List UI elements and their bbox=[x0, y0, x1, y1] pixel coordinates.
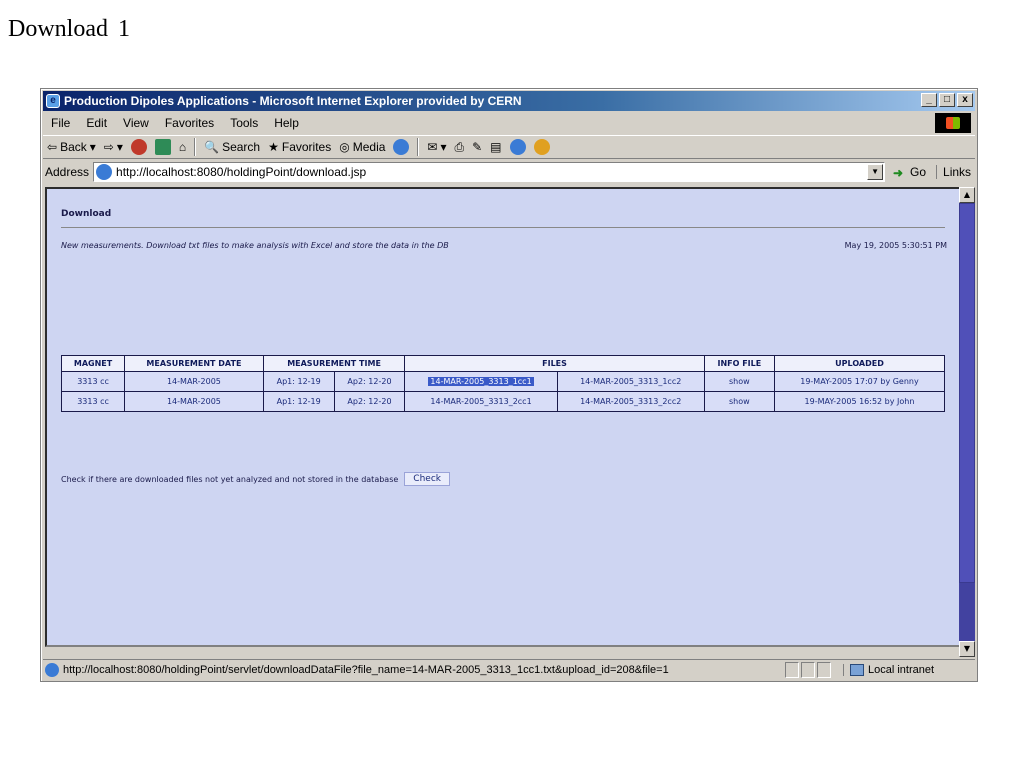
chevron-down-icon: ▾ bbox=[116, 140, 123, 154]
intranet-icon bbox=[850, 664, 864, 676]
history-button[interactable] bbox=[389, 137, 413, 157]
measurements-table bbox=[61, 355, 945, 412]
cell-file2 bbox=[557, 372, 704, 392]
chevron-down-icon: ▾ bbox=[440, 140, 447, 154]
messenger-button[interactable] bbox=[506, 137, 530, 157]
zone-label: Local intranet bbox=[868, 663, 935, 676]
intro-text: New measurements. Download txt files to make analysis with Excel and store the data in the DB bbox=[61, 241, 449, 250]
media-label: Media bbox=[352, 140, 386, 154]
header-info-file: INFO FILE bbox=[704, 356, 774, 372]
table-row bbox=[62, 372, 945, 392]
status-bar bbox=[43, 659, 975, 679]
scroll-down-icon[interactable]: ▼ bbox=[959, 641, 975, 657]
file-link[interactable]: 14-MAR-2005_3313_2cc1 bbox=[430, 397, 532, 406]
page-title: Download bbox=[61, 209, 112, 219]
menu-bar bbox=[43, 113, 975, 133]
page-content bbox=[45, 187, 963, 647]
header-uploaded: UPLOADED bbox=[774, 356, 944, 372]
search-label: Search bbox=[222, 140, 261, 154]
address-dropdown[interactable] bbox=[867, 164, 883, 180]
address-url: http://localhost:8080/holdingPoint/download.jsp bbox=[116, 165, 367, 179]
menu-edit[interactable]: Edit bbox=[86, 116, 108, 130]
forward-button[interactable] bbox=[100, 137, 127, 157]
cell-magnet: 3313 cc bbox=[62, 372, 125, 392]
mail-button[interactable] bbox=[423, 137, 450, 157]
menu-favorites[interactable]: Favorites bbox=[164, 116, 215, 130]
windows-logo-icon bbox=[935, 113, 971, 133]
refresh-icon bbox=[155, 139, 171, 155]
cell-ap1: Ap1: 12-19 bbox=[263, 392, 334, 412]
check-button[interactable]: Check bbox=[404, 472, 450, 486]
security-zone bbox=[843, 664, 934, 676]
cell-date: 14-MAR-2005 bbox=[125, 372, 264, 392]
address-label: Address bbox=[45, 165, 90, 179]
search-button[interactable] bbox=[200, 137, 264, 157]
address-input[interactable] bbox=[93, 162, 885, 182]
favorites-icon: ★ bbox=[268, 140, 279, 154]
header-measurement-time: MEASUREMENT TIME bbox=[263, 356, 405, 372]
cell-info bbox=[704, 392, 774, 412]
back-button[interactable] bbox=[43, 137, 100, 157]
heading-divider bbox=[61, 227, 945, 228]
header-magnet: MAGNET bbox=[62, 356, 125, 372]
cell-uploaded: 19-MAY-2005 17:07 by Genny bbox=[774, 372, 944, 392]
messenger-icon bbox=[510, 139, 526, 155]
back-label: Back bbox=[60, 140, 87, 154]
favorites-label: Favorites bbox=[281, 140, 332, 154]
links-button[interactable]: Links bbox=[936, 165, 971, 179]
standard-toolbar bbox=[43, 135, 975, 159]
status-pane bbox=[785, 662, 799, 678]
show-link[interactable]: show bbox=[728, 377, 750, 386]
menu-help[interactable]: Help bbox=[274, 116, 299, 130]
go-arrow-icon: ➜ bbox=[893, 166, 904, 180]
menu-file[interactable]: File bbox=[51, 116, 71, 130]
status-pane bbox=[801, 662, 815, 678]
edit-icon: ✎ bbox=[472, 140, 483, 154]
check-text: Check if there are downloaded files not yet analyzed and not stored in the database bbox=[61, 474, 399, 484]
research-icon bbox=[534, 139, 550, 155]
favorites-button[interactable] bbox=[264, 137, 335, 157]
show-link[interactable]: show bbox=[728, 397, 750, 406]
cell-date: 14-MAR-2005 bbox=[125, 392, 264, 412]
history-icon bbox=[393, 139, 409, 155]
document-icon: ▤ bbox=[490, 140, 502, 154]
page-icon bbox=[96, 164, 112, 180]
cell-ap1: Ap1: 12-19 bbox=[263, 372, 334, 392]
cell-file2 bbox=[557, 392, 704, 412]
cell-ap2: Ap2: 12-20 bbox=[334, 392, 405, 412]
home-icon: ⌂ bbox=[178, 140, 187, 154]
document-heading-label: Download bbox=[8, 16, 108, 42]
research-button[interactable] bbox=[530, 137, 554, 157]
table-header-row bbox=[62, 356, 945, 372]
print-icon: ⎙ bbox=[454, 139, 465, 154]
cell-magnet: 3313 cc bbox=[62, 392, 125, 412]
scroll-thumb[interactable] bbox=[959, 203, 975, 583]
cell-ap2: Ap2: 12-20 bbox=[334, 372, 405, 392]
chevron-down-icon: ▼ bbox=[871, 167, 879, 176]
page-icon bbox=[45, 663, 59, 677]
cell-file1 bbox=[405, 392, 557, 412]
browser-window bbox=[40, 88, 978, 682]
header-files: FILES bbox=[405, 356, 704, 372]
scroll-up-icon[interactable]: ▲ bbox=[959, 187, 975, 203]
go-button[interactable] bbox=[893, 165, 926, 179]
back-arrow-icon: ⇦ bbox=[47, 140, 58, 154]
cell-file1 bbox=[405, 372, 557, 392]
header-measurement-date: MEASUREMENT DATE bbox=[125, 356, 264, 372]
file-link[interactable]: 14-MAR-2005_3313_1cc1 bbox=[430, 377, 532, 386]
file-link[interactable]: 14-MAR-2005_3313_2cc2 bbox=[580, 397, 682, 406]
table-row bbox=[62, 392, 945, 412]
media-button[interactable] bbox=[335, 137, 389, 157]
stop-icon bbox=[131, 139, 147, 155]
window-titlebar[interactable] bbox=[43, 91, 975, 111]
toolbar-separator bbox=[194, 138, 196, 156]
stop-button[interactable] bbox=[127, 137, 151, 157]
discuss-button[interactable] bbox=[486, 137, 505, 157]
print-button[interactable] bbox=[451, 137, 469, 157]
home-button[interactable] bbox=[175, 137, 190, 157]
forward-arrow-icon: ⇨ bbox=[103, 140, 114, 154]
cell-uploaded: 19-MAY-2005 16:52 by John bbox=[774, 392, 944, 412]
menu-view[interactable]: View bbox=[123, 116, 149, 130]
go-label: Go bbox=[910, 165, 927, 179]
refresh-button[interactable] bbox=[151, 137, 175, 157]
edit-page-button[interactable] bbox=[468, 137, 486, 157]
toolbar-separator bbox=[417, 138, 419, 156]
file-link[interactable]: 14-MAR-2005_3313_1cc2 bbox=[580, 377, 682, 386]
status-url: http://localhost:8080/holdingPoint/servlet/downloadDataFile?file_name=14-MAR-2005_3313_1cc1.txt&upload_id=208&file=1 bbox=[63, 663, 669, 676]
status-pane bbox=[817, 662, 831, 678]
document-heading bbox=[8, 16, 130, 43]
minimize-button[interactable]: _ bbox=[921, 93, 937, 107]
timestamp: May 19, 2005 5:30:51 PM bbox=[844, 241, 947, 250]
close-button[interactable]: x bbox=[957, 93, 973, 107]
ie-icon: e bbox=[46, 94, 60, 108]
check-section bbox=[61, 472, 450, 486]
window-controls bbox=[921, 93, 973, 107]
window-title: Production Dipoles Applications - Microsoft Internet Explorer provided by CERN bbox=[64, 94, 522, 108]
maximize-button[interactable]: □ bbox=[939, 93, 955, 107]
menu-tools[interactable]: Tools bbox=[230, 116, 259, 130]
chevron-down-icon: ▾ bbox=[89, 140, 96, 154]
media-icon: ◎ bbox=[339, 140, 350, 154]
mail-icon: ✉ bbox=[427, 140, 438, 154]
cell-info bbox=[704, 372, 774, 392]
document-heading-number: 1 bbox=[117, 16, 130, 42]
address-bar bbox=[43, 161, 975, 183]
search-icon: 🔍 bbox=[204, 140, 220, 154]
vertical-scrollbar[interactable] bbox=[959, 187, 975, 657]
